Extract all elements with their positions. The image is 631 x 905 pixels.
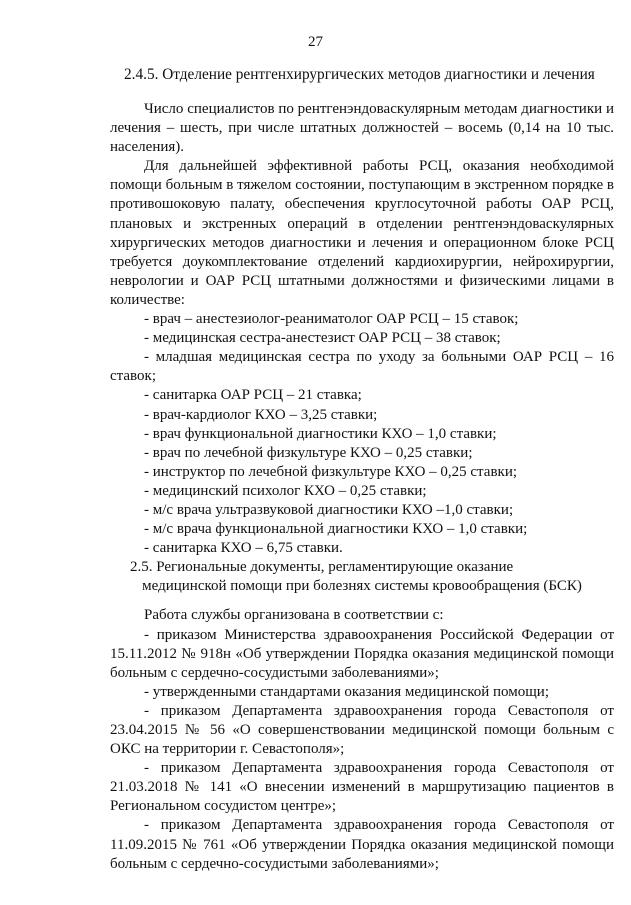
list-item: - врач-кардиолог КХО – 3,25 ставки; (144, 406, 378, 423)
list-item: - приказом Департамента здравоохранения города Севастополя от 21.03.2018 № 141 «О внесении изменений в маршрутизацию пациентов в Региональном сосудистом центре»; (110, 760, 614, 815)
list-item: - санитарка КХО – 6,75 ставки. (144, 540, 343, 557)
list-item: - санитарка ОАР РСЦ – 21 ставка; (144, 387, 362, 404)
list-item: - инструктор по лечебной физкультуре КХО – 0,25 ставки; (144, 463, 518, 480)
document-body (110, 100, 614, 874)
list-item: - приказом Департамента здравоохранения города Севастополя от 11.09.2015 № 761 «Об утверждении Порядка оказания медицинской помощи больным с сердечно-сосудистыми заболеваниями»; (110, 817, 614, 872)
list-item: - врач функциональной диагностики КХО – 1,0 ставки; (144, 425, 497, 442)
list-item: - приказом Министерства здравоохранения Российской Федерации от 15.11.2012 № 918н «Об утверждении Порядка оказания медицинской помощи больным с сердечно-сосудистыми заболеваниями»; (110, 626, 614, 681)
list-item: - утвержденными стандартами оказания медицинской помощи; (144, 683, 549, 700)
paragraph-intro: Работа службы организована в соответствии с: (144, 607, 444, 624)
list-item: - м/с врача ультразвуковой диагностики КХО –1,0 ставки; (144, 501, 514, 518)
list-item: - медицинский психолог КХО – 0,25 ставки; (144, 482, 427, 499)
section-heading-2-5-line1: 2.5. Региональные документы, регламентирующие оказание (130, 559, 514, 576)
section-heading-2-4-5: 2.4.5. Отделение рентгенхирургических методов диагностики и лечения (124, 66, 595, 83)
spacer (110, 596, 614, 606)
list-item: - приказом Департамента здравоохранения города Севастополя от 23.04.2015 № 56 «О совершенствовании медицинской помощи больным с ОКС на территории г. Севастополя»; (110, 702, 614, 758)
paragraph-specialists: Число специалистов по рентгенэндоваскулярным методам диагностики и лечения – шесть, при числе штатных должностей – восемь (0,14 на 10 тыс. населения). (110, 101, 614, 156)
page-number: 27 (308, 34, 323, 50)
list-item: - м/с врача функциональной диагностики КХО – 1,0 ставки; (144, 521, 528, 538)
paragraph-staffing-needs: Для дальнейшей эффективной работы РСЦ, оказания необходимой помощи больным в тяжелом состоянии, поступающим в экстренном порядке в противошоковую палату, обеспечения круглосуточной работы ОАР РСЦ, плановых и экстренных операций в отделении рентгенэндоваскулярных хирургических методов диагностики и лечения и операционном блоке РСЦ требуется доукомплектование отделений кардиохирургии, нейрохирургии, неврологии и ОАР РСЦ штатными должностями и физическими лицами в количестве: (110, 158, 614, 308)
list-item: - врач – анестезиолог-реаниматолог ОАР РСЦ – 15 ставок; (144, 311, 519, 328)
list-item: - врач по лечебной физкультуре КХО – 0,25 ставки; (144, 444, 473, 461)
list-item: - медицинская сестра-анестезист ОАР РСЦ – 38 ставок; (144, 330, 501, 347)
section-heading-2-5-line2: медицинской помощи при болезнях системы кровообращения (БСК) (142, 578, 582, 595)
list-item: - младшая медицинская сестра по уходу за больными ОАР РСЦ – 16 ставок; (110, 349, 614, 385)
